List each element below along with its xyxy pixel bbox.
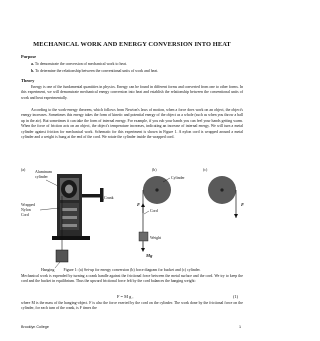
weight-label: Weight [150, 236, 162, 240]
body-paragraph-3: Mechanical work is expended by turning a crank handle against the frictional force between the metal surface and the cord. We try to keep the cord and the bucket in equilibrium. Thus the upward frictional force felt by the cord balances the hanging weight: [21, 274, 243, 284]
theory-paragraph-2: According to the work-energy theorem, which follows from Newton's laws of motion, when a force does work on an object, the object's energy increases. Sometimes this energy takes the form of kinetic and potential energy of the object as a whole (such as when you throw a ball up in the air). But sometimes it can take the form of internal energy. For example, if you rub your hands you can feel your hands getting warm. When the force of friction acts on an object, the object's temperature increases, indicating an increase of internal energy. We will turn a metal cylinder against friction for mechanical work. Schematic for this experiment is shown in Figure 1. A nylon cord is wrapped around a metal cylinder and a weight is hung at the end of the cord. We rotate the cylinder inside the wrapped cord. [21, 108, 243, 140]
theory-heading: Theory [21, 78, 35, 83]
wrapped-cord-label-line-1: Wrapped [21, 203, 36, 207]
cord-pointer [144, 211, 149, 214]
force-F-label-b: F [137, 202, 141, 207]
crank-label: Crank [104, 196, 114, 200]
apparatus-drawing [52, 174, 104, 262]
footer-page-number: 1 [239, 325, 242, 329]
wrapped-cord-label-line-3: Cord [21, 213, 29, 217]
hanging-label: Hanging [41, 268, 55, 272]
aluminum-cylinder-label-line-1: Aluminum [35, 170, 52, 174]
purpose-item-text: To determine the relationship between the conventional units of work and heat. [35, 69, 159, 73]
panel-c-label: (c) [203, 168, 208, 172]
footer-institution: Brooklyn College [21, 325, 49, 329]
panel-b-label: (b) [152, 168, 157, 172]
force-diagram-cylinder [208, 176, 238, 218]
aluminum-cylinder-pointer [46, 180, 58, 186]
purpose-item-marker: b. [31, 69, 35, 73]
body-paragraph-4: where M is the mass of the hanging-object. F is also the force exerted by the cord on the cylinder. The work done by the frictional force on the cylinder, for each turn of the crank, is F times the [21, 301, 243, 311]
equation-1: F = M g , [117, 294, 134, 299]
purpose-heading: Purpose [21, 54, 37, 59]
equation-number: (1) [233, 294, 239, 299]
wrapped-cord-label-line-2: Nylon [21, 208, 31, 212]
wrapped-cord-pointer [40, 208, 59, 210]
purpose-item-text: To demonstrate the conversion of mechanical work to heat. [34, 62, 127, 66]
force-diagram-bucket [139, 176, 171, 252]
aluminum-cylinder-label-line-2: cylinder [35, 175, 48, 179]
cord-label: Cord [150, 209, 158, 213]
figure-caption: Figure 1: (a) Set-up for energy conversion (b) force diagram for bucket and (c) cylinder. [63, 268, 201, 272]
page-title: MECHANICAL WORK AND ENERGY CONVERSION INTO HEAT [33, 41, 231, 48]
theory-paragraph-1: Energy is one of the fundamental quantities in physics. Energy can be found in different forms and converted from one to other forms. In this experiment, we will demonstrate mechanical energy conversion into heat and establish the relationship between the conventional units of work and heat experimentally. [21, 85, 243, 100]
cylinder-label: Cylinder [171, 176, 185, 180]
panel-a-label: (a) [21, 168, 26, 172]
purpose-item-marker: a. [31, 62, 34, 66]
mg-label: Mg [146, 253, 153, 258]
force-F-label-c: F [241, 202, 245, 207]
